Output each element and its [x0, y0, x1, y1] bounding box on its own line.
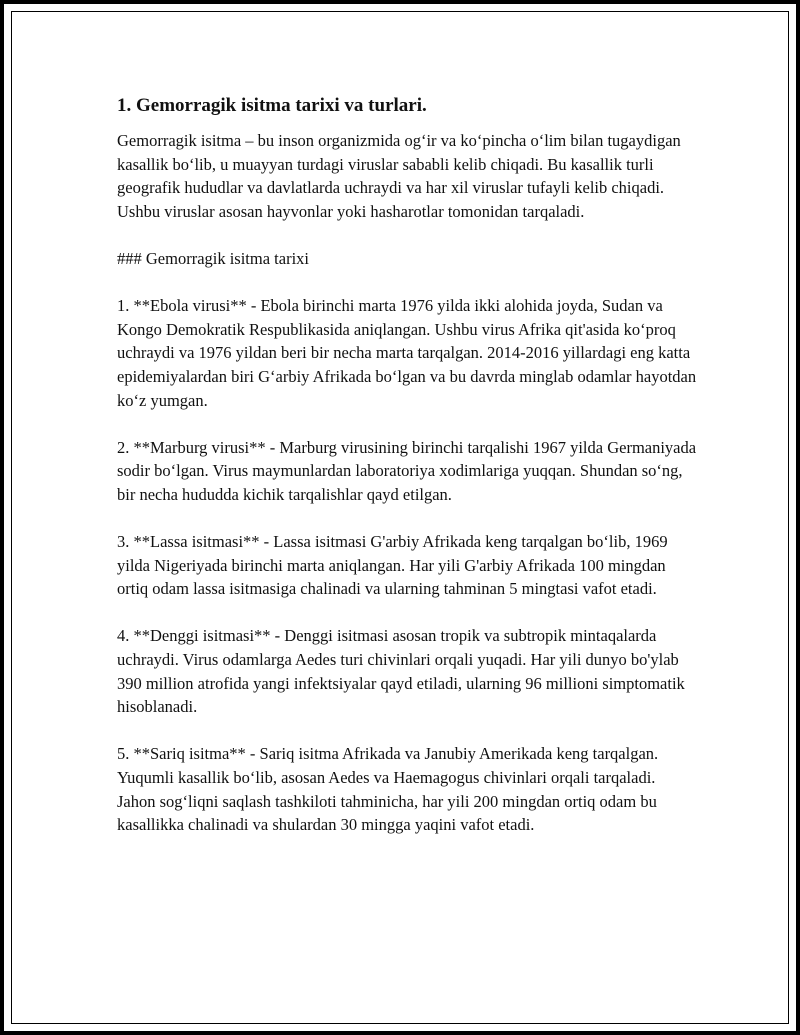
list-item-ebola: 1. **Ebola virusi** - Ebola birinchi marta 1976 yilda ikki alohida joyda, Sudan va Kongo Demokratik Respublikasida aniqlangan. Ushbu virus Afrika qit'asida ko‘proq uchraydi va 1976 yildan beri bir necha marta tarqalgan. 2014-2016 yillardagi eng katta epidemiyalardan biri G‘arbiy Afrikada bo‘lgan va bu davrda minglab odamlar hayotdan ko‘z yumgan. — [117, 296, 697, 410]
intro-paragraph: Gemorragik isitma – bu inson organizmida og‘ir va ko‘pincha o‘lim bilan tugaydigan kasallik bo‘lib, u muayyan turdagi viruslar sababli kelib chiqadi. Bu kasallik turli geografik hududlar va davlatlarda uchraydi va har xil viruslar tufayli kelib chiqadi. Ushbu viruslar asosan hayvonlar yoki hasharotlar tomonidan tarqaladi. — [117, 131, 681, 221]
list-item-lassa: 3. **Lassa isitmasi** - Lassa isitmasi G'arbiy Afrikada keng tarqalgan bo‘lib, 1969 yilda Nigeriyada birinchi marta aniqlangan. Har yili G'arbiy Afrikada 100 mingdan ortiq odam lassa isitmasiga chalinadi va ularning tahminan 5 mingtasi vafot etadi. — [117, 532, 668, 599]
list-item-marburg: 2. **Marburg virusi** - Marburg virusining birinchi tarqalishi 1967 yilda Germaniyada sodir bo‘lgan. Virus maymunlardan laboratoriya xodimlariga yuqqan. Shundan so‘ng, bir necha hududda kichik tarqalishlar qayd etilgan. — [117, 437, 697, 504]
document-body — [117, 92, 697, 860]
list-item-dengue: 4. **Denggi isitmasi** - Denggi isitmasi asosan tropik va subtropik mintaqalarda uchraydi. Virus odamlarga Aedes turi chivinlari orqali yuqadi. Har yili dunyo bo'ylab 390 million atrofida yangi infektsiyalar qayd etiladi, ularning 96 millioni simptomatik hisoblanadi. — [117, 626, 685, 717]
history-subheading: ### Gemorragik isitma tarixi — [117, 248, 309, 268]
list-item-yellow-fever: 5. **Sariq isitma** - Sariq isitma Afrikada va Janubiy Amerikada keng tarqalgan. Yuqumli kasallik bo‘lib, asosan Aedes va Haemagogus chivinlari orqali tarqaladi. Jahon sog‘liqni saqlash tashkiloti tahminicha, har yili 200 mingdan ortiq odam bu kasallikka chalinadi va shulardan 30 mingga yaqini vafot etadi. — [117, 744, 659, 835]
document-heading: 1. Gemorragik isitma tarixi va turlari. — [117, 95, 427, 116]
